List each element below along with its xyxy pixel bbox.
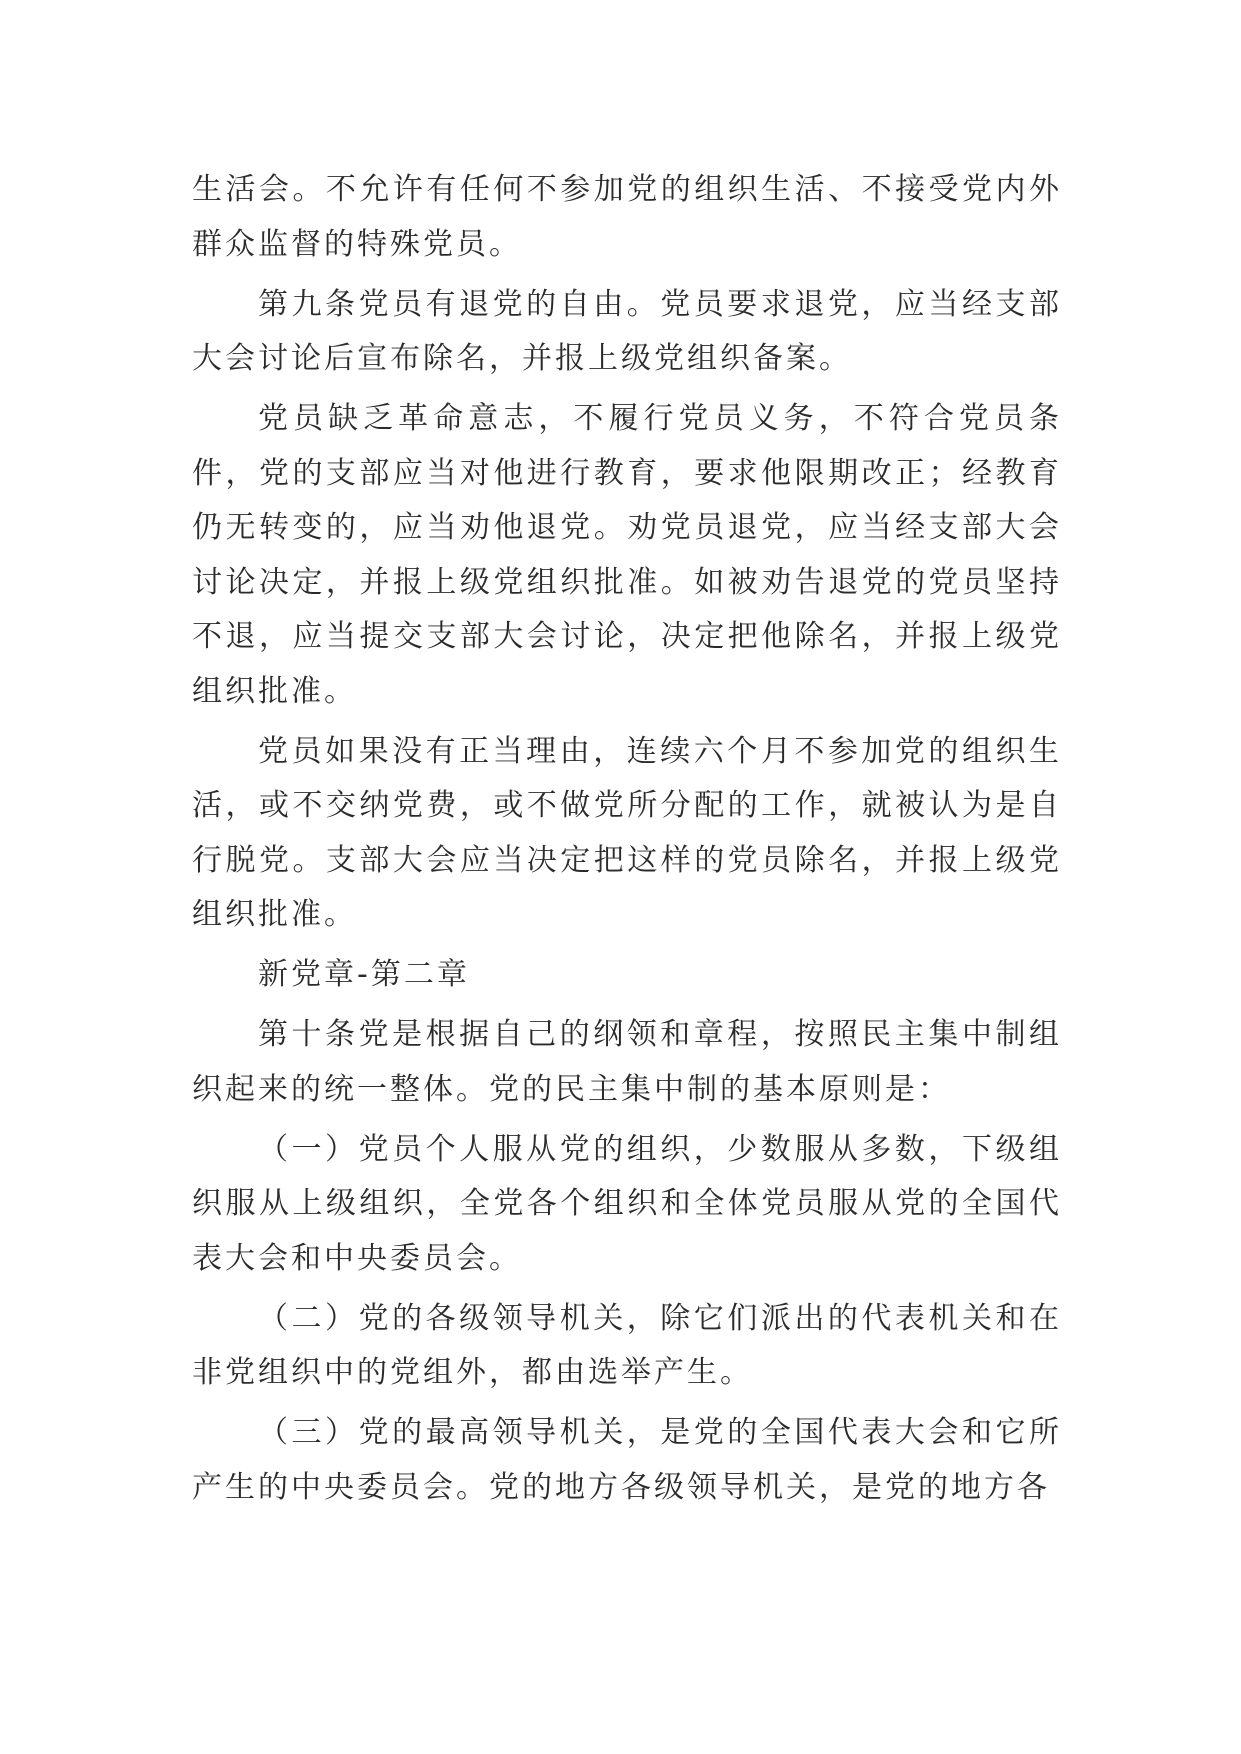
section-heading: 新党章-第二章: [258, 957, 470, 992]
list-item-2: （二）党的各级领导机关，除它们派出的代表机关和在非党组织中的党组外，都由选举产生。: [192, 1300, 1062, 1390]
paragraph-3: 党员缺乏革命意志，不履行党员义务，不符合党员条件，党的支部应当对他进行教育，要求他限期改正；经教育仍无转变的，应当劝他退党。劝党员退党，应当经支部大会讨论决定，并报上级党组织批准。如被劝告退党的党员坚持不退，应当提交支部大会讨论，决定把他除名，并报上级党组织批准。: [192, 401, 1062, 709]
paragraph-2: 第九条党员有退党的自由。党员要求退党，应当经支部大会讨论后宣布除名，并报上级党组织备案。: [192, 286, 1062, 376]
paragraph-6: 第十条党是根据自己的纲领和章程，按照民主集中制组织起来的统一整体。党的民主集中制的基本原则是：: [192, 1017, 1062, 1107]
list-item-1: （一）党员个人服从党的组织，少数服从多数，下级组织服从上级组织，全党各个组织和全体党员服从党的全国代表大会和中央委员会。: [192, 1131, 1062, 1276]
document-body: [192, 163, 1062, 1521]
paragraph-1: 生活会。不允许有任何不参加党的组织生活、不接受党内外群众监督的特殊党员。: [192, 172, 1062, 262]
paragraph-4: 党员如果没有正当理由，连续六个月不参加党的组织生活，或不交纳党费，或不做党所分配的工作，就被认为是自行脱党。支部大会应当决定把这样的党员除名，并报上级党组织批准。: [192, 733, 1062, 932]
list-item-3: （三）党的最高领导机关，是党的全国代表大会和它所产生的中央委员会。党的地方各级领导机关，是党的地方各: [192, 1415, 1062, 1505]
